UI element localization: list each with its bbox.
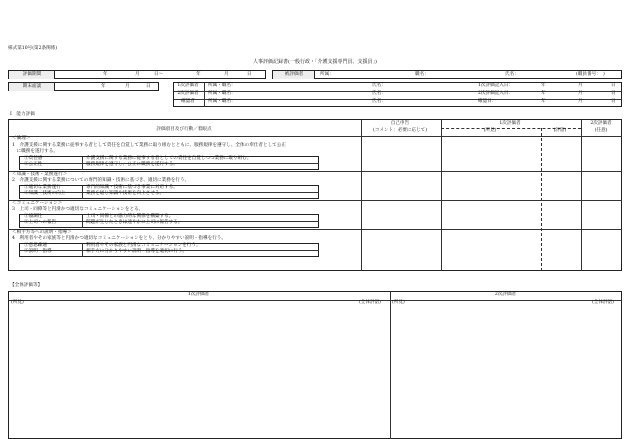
col-first-header: 1次評価者 [499,121,521,126]
evaluator-date-year: 年 [541,83,546,88]
item-description: 利用者やその家族と円滑なコミュニケーションを行う。 [86,242,201,248]
evaluator-date-label: 1次評価記入日： [478,83,514,88]
evaluator-date-month: 月 [578,83,583,88]
evaluator-role: 確認者 [181,99,195,104]
item-description: 専門的知識・技術に基づき事業に対応する。 [86,184,178,190]
item-name: ①意思疎通 [24,242,47,248]
item-name: ②上司への報告 [24,220,57,225]
category-description: 3 上司・同僚等と円滑かつ適切なコミュニケーションをとる。 [12,207,144,212]
category-description: に職務を遂行する。 [12,149,58,154]
overall-second-score: (全体評語) [592,300,614,305]
item-name: ②知識・技術の向上 [24,191,66,196]
evaluator-date-month: 月 [578,91,583,96]
col-self-header: 自己申告 [390,121,410,126]
category-description: 4 利用者やその家族等と円滑かつ適切なコミュニケーションをとり、分かりやすい説明・指導を行う。 [12,236,226,241]
category-title: ＜知識・技術・業務遂行＞ [12,171,68,177]
evaluatee-label: 被評価者 [284,72,304,77]
overall-first-score: (全体評語) [359,300,381,305]
evaluators-table [173,82,622,107]
evaluator-date-month: 月 [578,99,583,104]
col-second-sub: (任意) [594,128,608,133]
evaluator-date-year: 年 [541,99,546,104]
evaluator-name: 氏名： [372,91,386,96]
evaluator-affiliation: 所属・職名： [208,83,236,88]
col-first-opinion: (所見) [483,128,497,133]
item-description: 服務規律を遵守し、公正に職務を遂行する。 [86,162,178,167]
evaluator-date-day: 日 [611,99,616,104]
evaluator-date-label: 2次評価記入日： [478,91,514,96]
col-first-score: (評語) [553,128,567,133]
document-title: 人事評価記録書(一般行政・「介護支援専門員、支援員」) [253,59,377,65]
evaluator-date-day: 日 [611,83,616,88]
evaluator-affiliation: 所属・職名： [208,99,236,104]
item-description: 相手方に分かりやすい説明・指導を適切に行う。 [86,249,188,254]
col-second-header: 2次評価者 [590,121,612,126]
item-name: ②公正性 [24,162,43,167]
overall-second-opinion: (所見) [392,300,405,305]
col-self-sub: (コメント：必要に応じて) [372,128,428,133]
interview-date-label: 期末面談 [22,84,42,89]
evaluator-role: 1次評価者 [177,83,199,88]
item-name: ①適切な業務遂行 [24,184,61,190]
item-description: 介護支援に関する業務に従事する者としての責任を自覚しつつ業務に取り組む。 [86,155,252,161]
overall-second-label: 2次評価者 [494,292,517,297]
category-description: 2 介護支援に関する業務についての専門的知識・技術に基づき、適切に業務を行う。 [12,178,190,183]
evaluator-name: 氏名： [372,99,386,104]
overall-first-label: 1次評価者 [187,292,210,297]
evaluator-role: 2次評価者 [177,91,199,96]
evaluator-date-day: 日 [611,91,616,96]
evaluator-name: 氏名： [372,83,386,88]
evaluator-date-year: 年 [541,91,546,96]
section1-heading: Ⅰ 能力評価 [10,112,35,117]
item-description: 問題が生じたときは速やかに上司に報告する。 [86,220,183,225]
interview-date-box: 期末面談 年 月 日 [8,82,159,91]
item-name: ①責任感 [24,155,43,161]
evaluation-period-box: 評価期間 年 月 日〜 年 月 日 [8,70,266,79]
col-items-header: 評価項目及び行動／着眼点 [156,127,212,132]
item-name: ②説明・指導 [24,249,52,254]
form-number: 様式第10号(第2条関係) [8,46,58,51]
category-title: ＜倫理＞ [12,136,31,141]
evaluation-period-label: 評価期間 [22,72,42,77]
category-title: ＜コミュニケーション＞ [12,200,63,206]
overall-first-opinion: (所見) [11,300,24,305]
overall-heading: 【全体評価等】 [10,283,43,288]
item-name: ①協調性 [24,213,43,219]
overall-evaluation-table [8,291,622,439]
evaluator-date-label: 確認日： [478,99,497,104]
item-description: 業務を通じ知識や技術を向上させる。 [86,191,165,196]
evaluator-affiliation: 所属・職名： [208,91,236,96]
item-description: 上司・同僚との協力的な関係を構築する。 [86,213,174,219]
category-description: 1 介護支援に関する業務に従事する者として責任を自覚して業務に取り組むとともに、服務規律を遵守し、全体の奉仕者として公正 [12,142,286,148]
evaluatee-box: 被評価者 所属： 職名： 氏名： (職員番号： ) [272,70,622,79]
category-title: ＜相手方等への説明・指導＞ [12,229,72,235]
